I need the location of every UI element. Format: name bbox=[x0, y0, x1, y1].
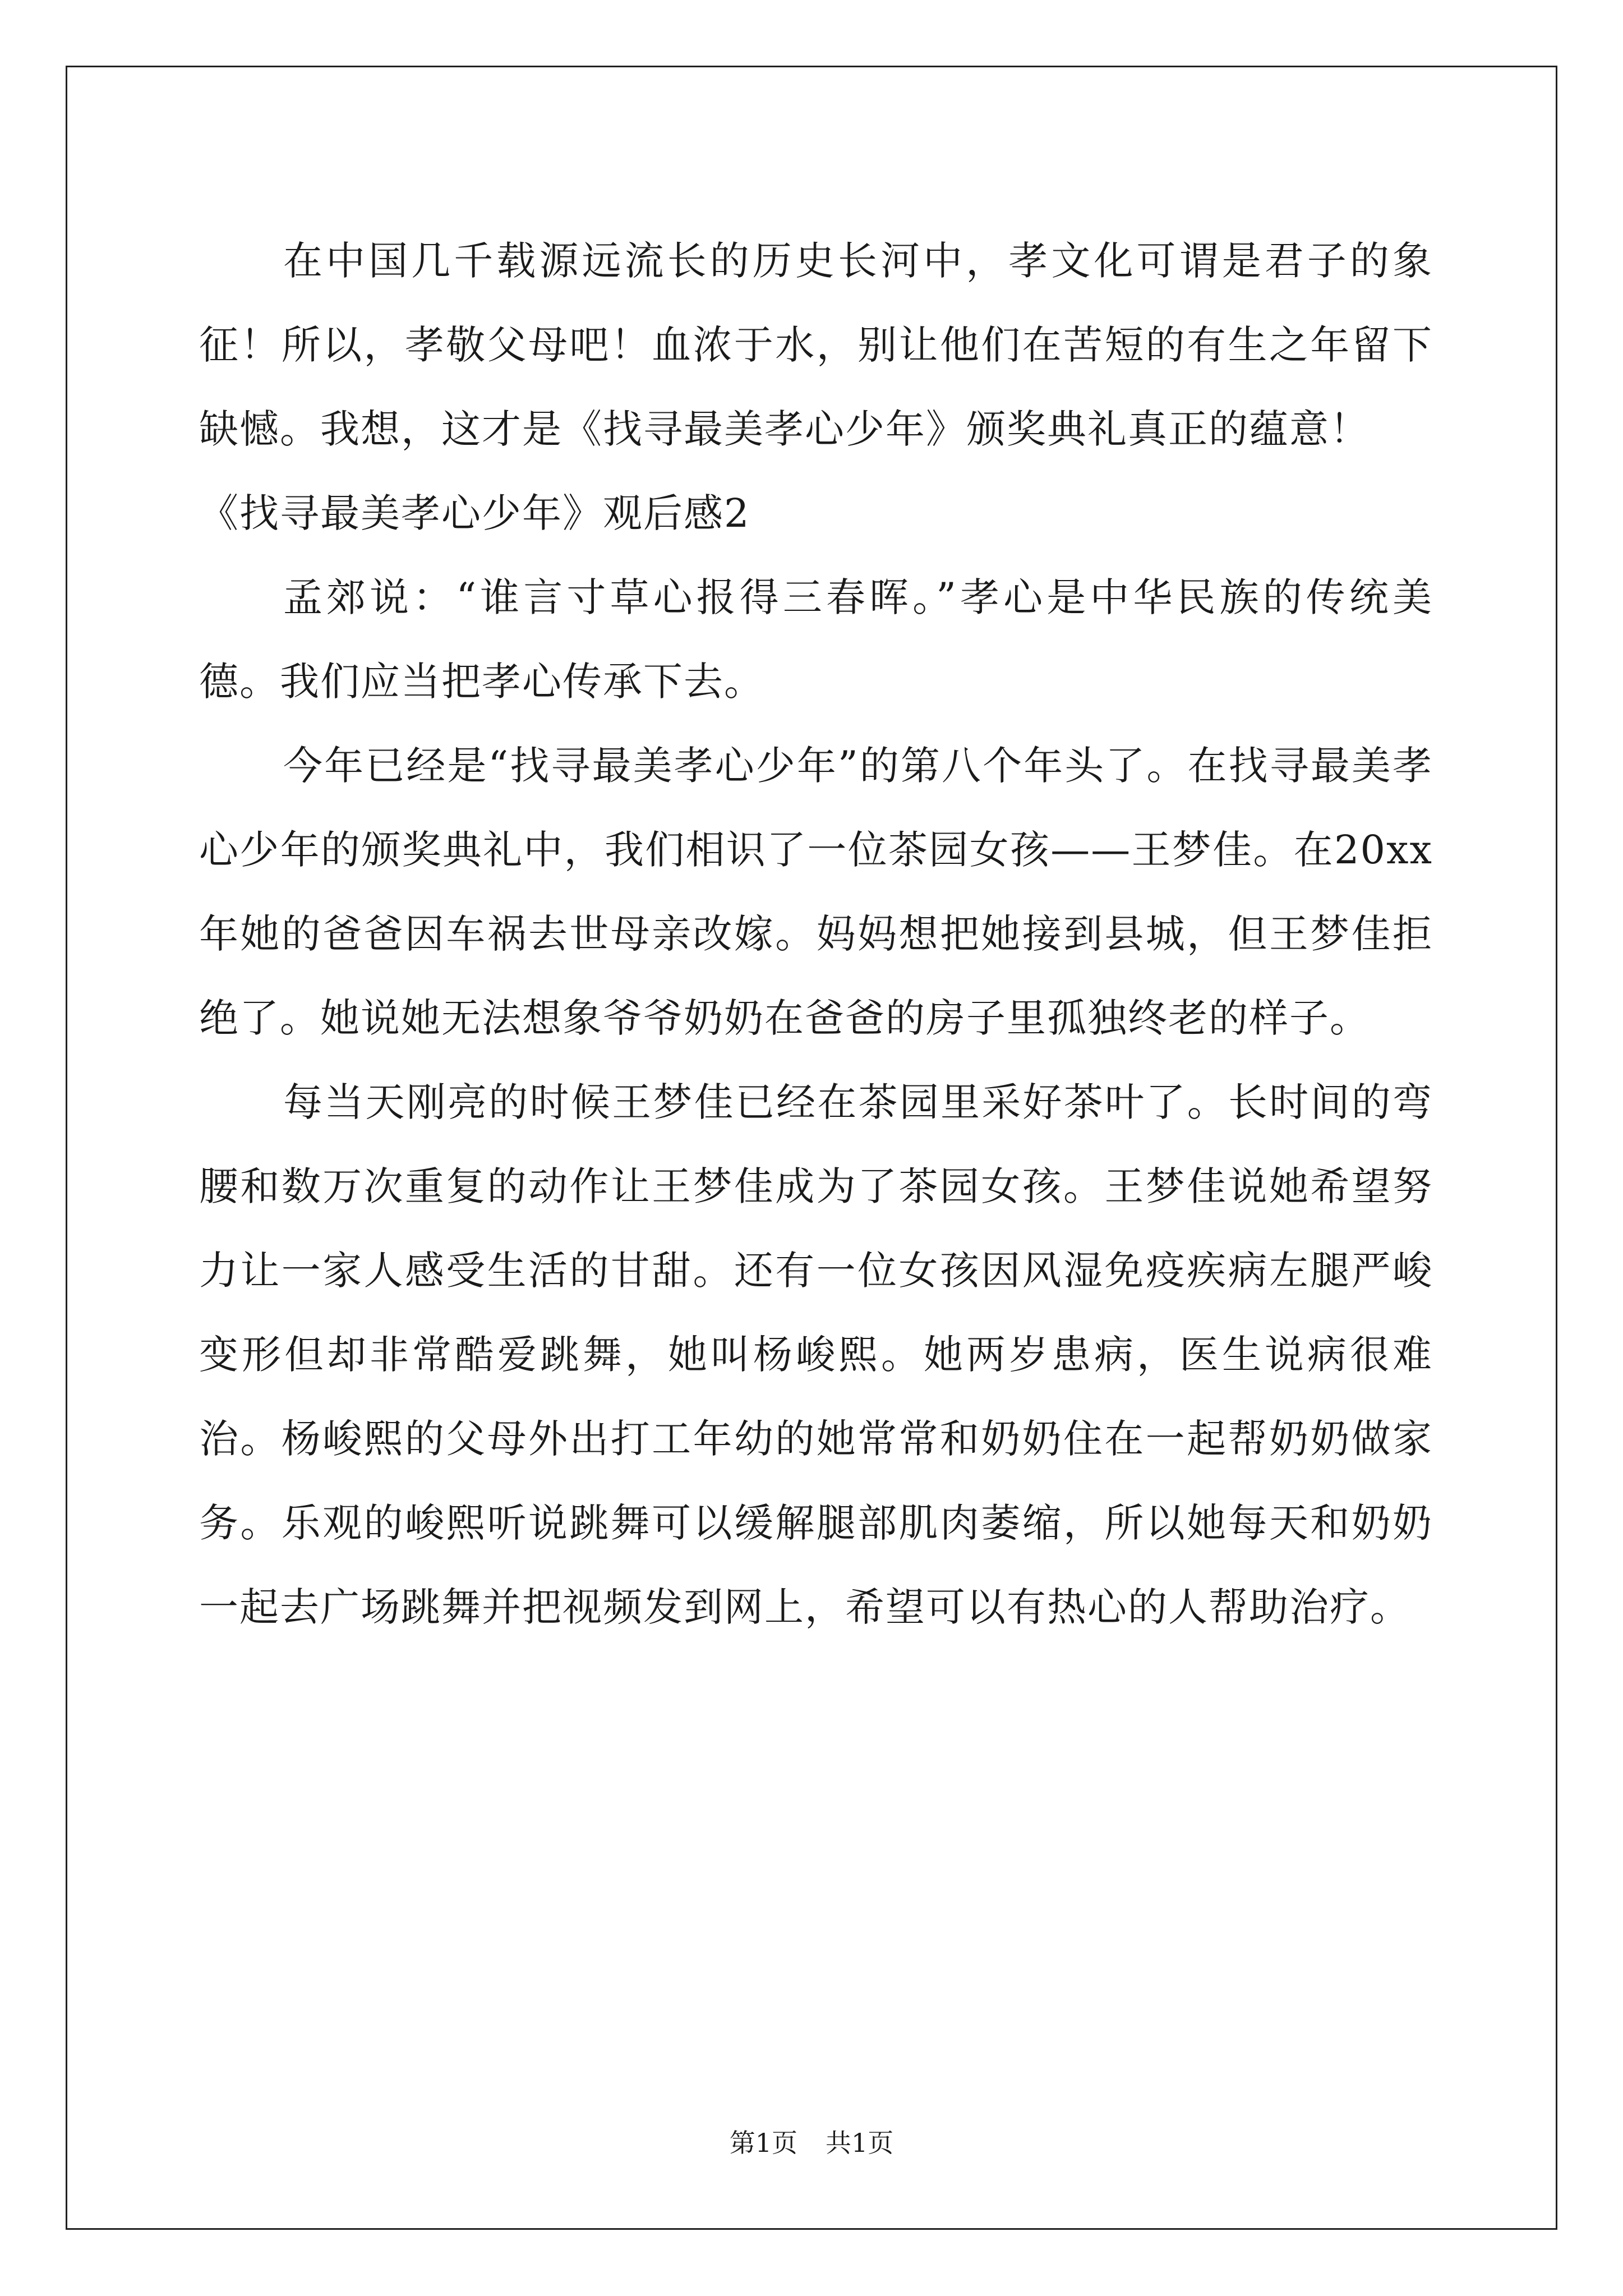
section-heading: 《找寻最美孝心少年》观后感2 bbox=[199, 490, 750, 536]
document-body bbox=[199, 219, 1433, 1649]
page-number: 第1页 bbox=[729, 2128, 797, 2158]
paragraph-2: 孟郊说：“谁言寸草心报得三春晖。”孝心是中华民族的传统美德。我们应当把孝心传承下去。 bbox=[199, 574, 1433, 705]
paragraph-4: 每当天刚亮的时候王梦佳已经在茶园里采好茶叶了。长时间的弯腰和数万次重复的动作让王梦佳成为了茶园女孩。王梦佳说她希望努力让一家人感受生活的甘甜。还有一位女孩因风湿免疫疾病左腿严峻变形但却非常酷爱跳舞，她叫杨峻熙。她两岁患病，医生说病很难治。杨峻熙的父母外出打工年幼的她常常和奶奶住在一起帮奶奶做家务。乐观的峻熙听说跳舞可以缓解腿部肌肉萎缩，所以她每天和奶奶一起去广场跳舞并把视频发到网上，希望可以有热心的人帮助治疗。 bbox=[199, 1079, 1433, 1630]
page-footer bbox=[0, 2126, 1623, 2160]
paragraph-3: 今年已经是“找寻最美孝心少年”的第八个年头了。在找寻最美孝心少年的颁奖典礼中，我们相识了一位茶园女孩——王梦佳。在20xx年她的爸爸因车祸去世母亲改嫁。妈妈想把她接到县城，但王梦佳拒绝了。她说她无法想象爷爷奶奶在爸爸的房子里孤独终老的样子。 bbox=[199, 743, 1433, 1041]
page-total: 共1页 bbox=[826, 2128, 894, 2158]
paragraph-1: 在中国几千载源远流长的历史长河中，孝文化可谓是君子的象征！所以，孝敬父母吧！血浓于水，别让他们在苦短的有生之年留下缺憾。我想，这才是《找寻最美孝心少年》颁奖典礼真正的蕴意！ bbox=[199, 238, 1433, 452]
